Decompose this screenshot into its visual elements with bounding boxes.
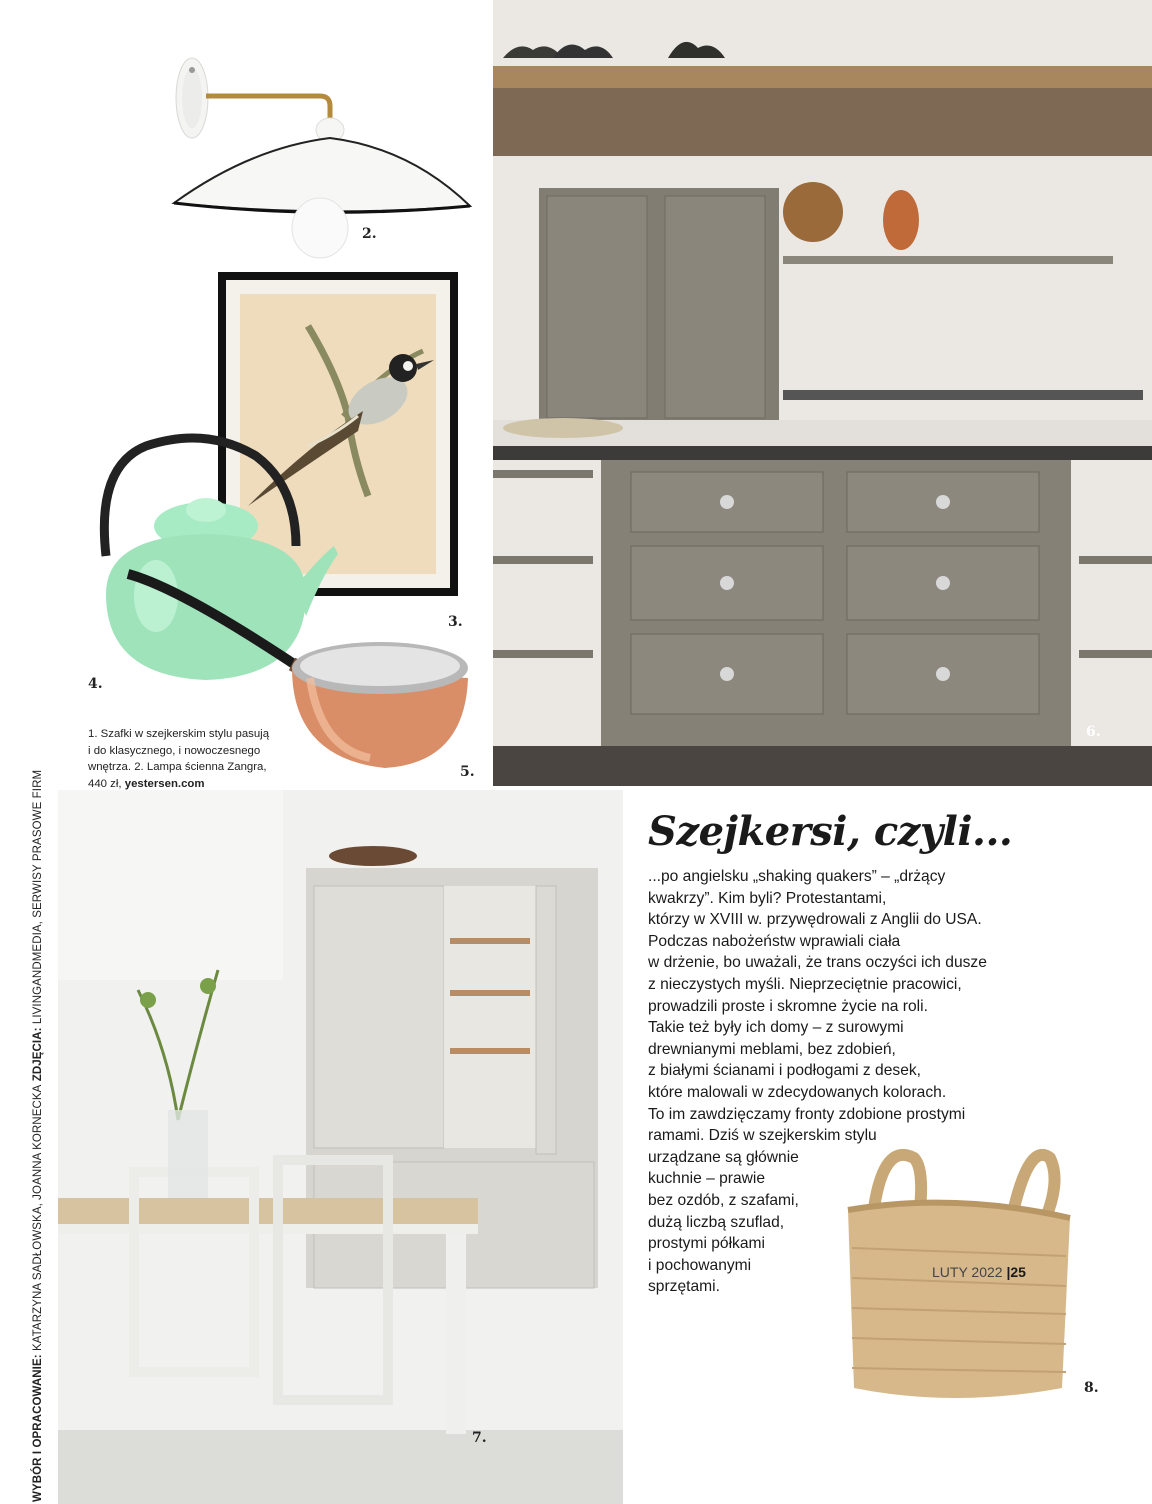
credits-authors: KATARZYNA SADŁOWSKA, JOANNA KORNECKA [32, 1084, 44, 1355]
photo-credits [32, 702, 44, 1502]
article-line: To im zawdzięczamy fronty zdobione prostymi [648, 1105, 966, 1123]
product-number-7: 7. [472, 1430, 487, 1446]
article-line: prostymi półkami [648, 1235, 765, 1253]
article-line: dużą liczbą szuflad, [648, 1213, 785, 1231]
caption-line: wnętrza. 2. Lampa ścienna Zangra, [88, 761, 267, 774]
kitchen-island-photo [493, 0, 1152, 786]
article-line: z nieczystych myśli. Nieprzeciętnie pracowici, [648, 975, 962, 993]
article-line: bez ozdób, z szafami, [648, 1191, 799, 1209]
page-number: 25 [1010, 1264, 1026, 1280]
article-line: ramami. Dziś w szejkerskim stylu [648, 1127, 877, 1145]
article-line: Takie też były ich domy – z surowymi [648, 1019, 904, 1037]
page-footer [932, 1264, 1026, 1280]
article-title: Szejkersi, czyli... [648, 808, 1013, 855]
footer-separator: | [1006, 1264, 1011, 1280]
article-line: drewnianymi meblami, bez zdobień, [648, 1040, 896, 1058]
shop-link[interactable]: yestersen.com [124, 777, 205, 790]
credits-selection-label: WYBÓR I OPRACOWANIE: [32, 1354, 44, 1502]
article-line: ...po angielsku „shaking quakers” – „drżący [648, 868, 946, 885]
article-line: kuchnie – prawie [648, 1170, 766, 1188]
caption-line: 1. Szafki w szejkerskim stylu pasują [88, 728, 270, 740]
credits-photos-label: ZDJĘCIA: [32, 1027, 44, 1085]
product-number-8: 8. [1084, 1380, 1099, 1396]
product-number-6: 6. [1086, 724, 1101, 740]
dining-room-photo [58, 790, 623, 1504]
product-number-2: 2. [362, 226, 377, 242]
product-number-5: 5. [460, 764, 475, 780]
wall-lamp-image [160, 28, 480, 268]
product-number-3: 3. [448, 614, 463, 630]
article-line: sprzętami. [648, 1278, 720, 1296]
credits-photo-sources: LIVINGANDMEDIA, SERWISY PRASOWE FIRM [32, 769, 44, 1028]
caption-line: 440 zł, yestersen.com [88, 777, 205, 790]
article-line: którzy w XVIII w. przywędrowali z Anglii do USA. [648, 911, 982, 929]
article-line: w drżenie, bo uważali, że trans oczyści ich dusze [648, 954, 987, 972]
issue-date: LUTY 2022 [932, 1264, 1003, 1280]
article-line: i pochowanymi [648, 1256, 752, 1274]
caption-line: i do klasycznego, i nowoczesnego [88, 744, 261, 757]
article-line: Podczas nabożeństw wprawiali ciała [648, 932, 901, 950]
article-line: z białymi ścianami i podłogami z desek, [648, 1062, 922, 1080]
article-line: które malowali w zdecydowanych kolorach. [648, 1083, 947, 1101]
article-line: kwakrzy”. Kim byli? Protestantami, [648, 889, 887, 907]
article-line: urządzane są głównie [648, 1148, 799, 1166]
product-number-4: 4. [88, 676, 103, 692]
article-line: prowadzili proste i skromne życie na roli. [648, 997, 928, 1015]
